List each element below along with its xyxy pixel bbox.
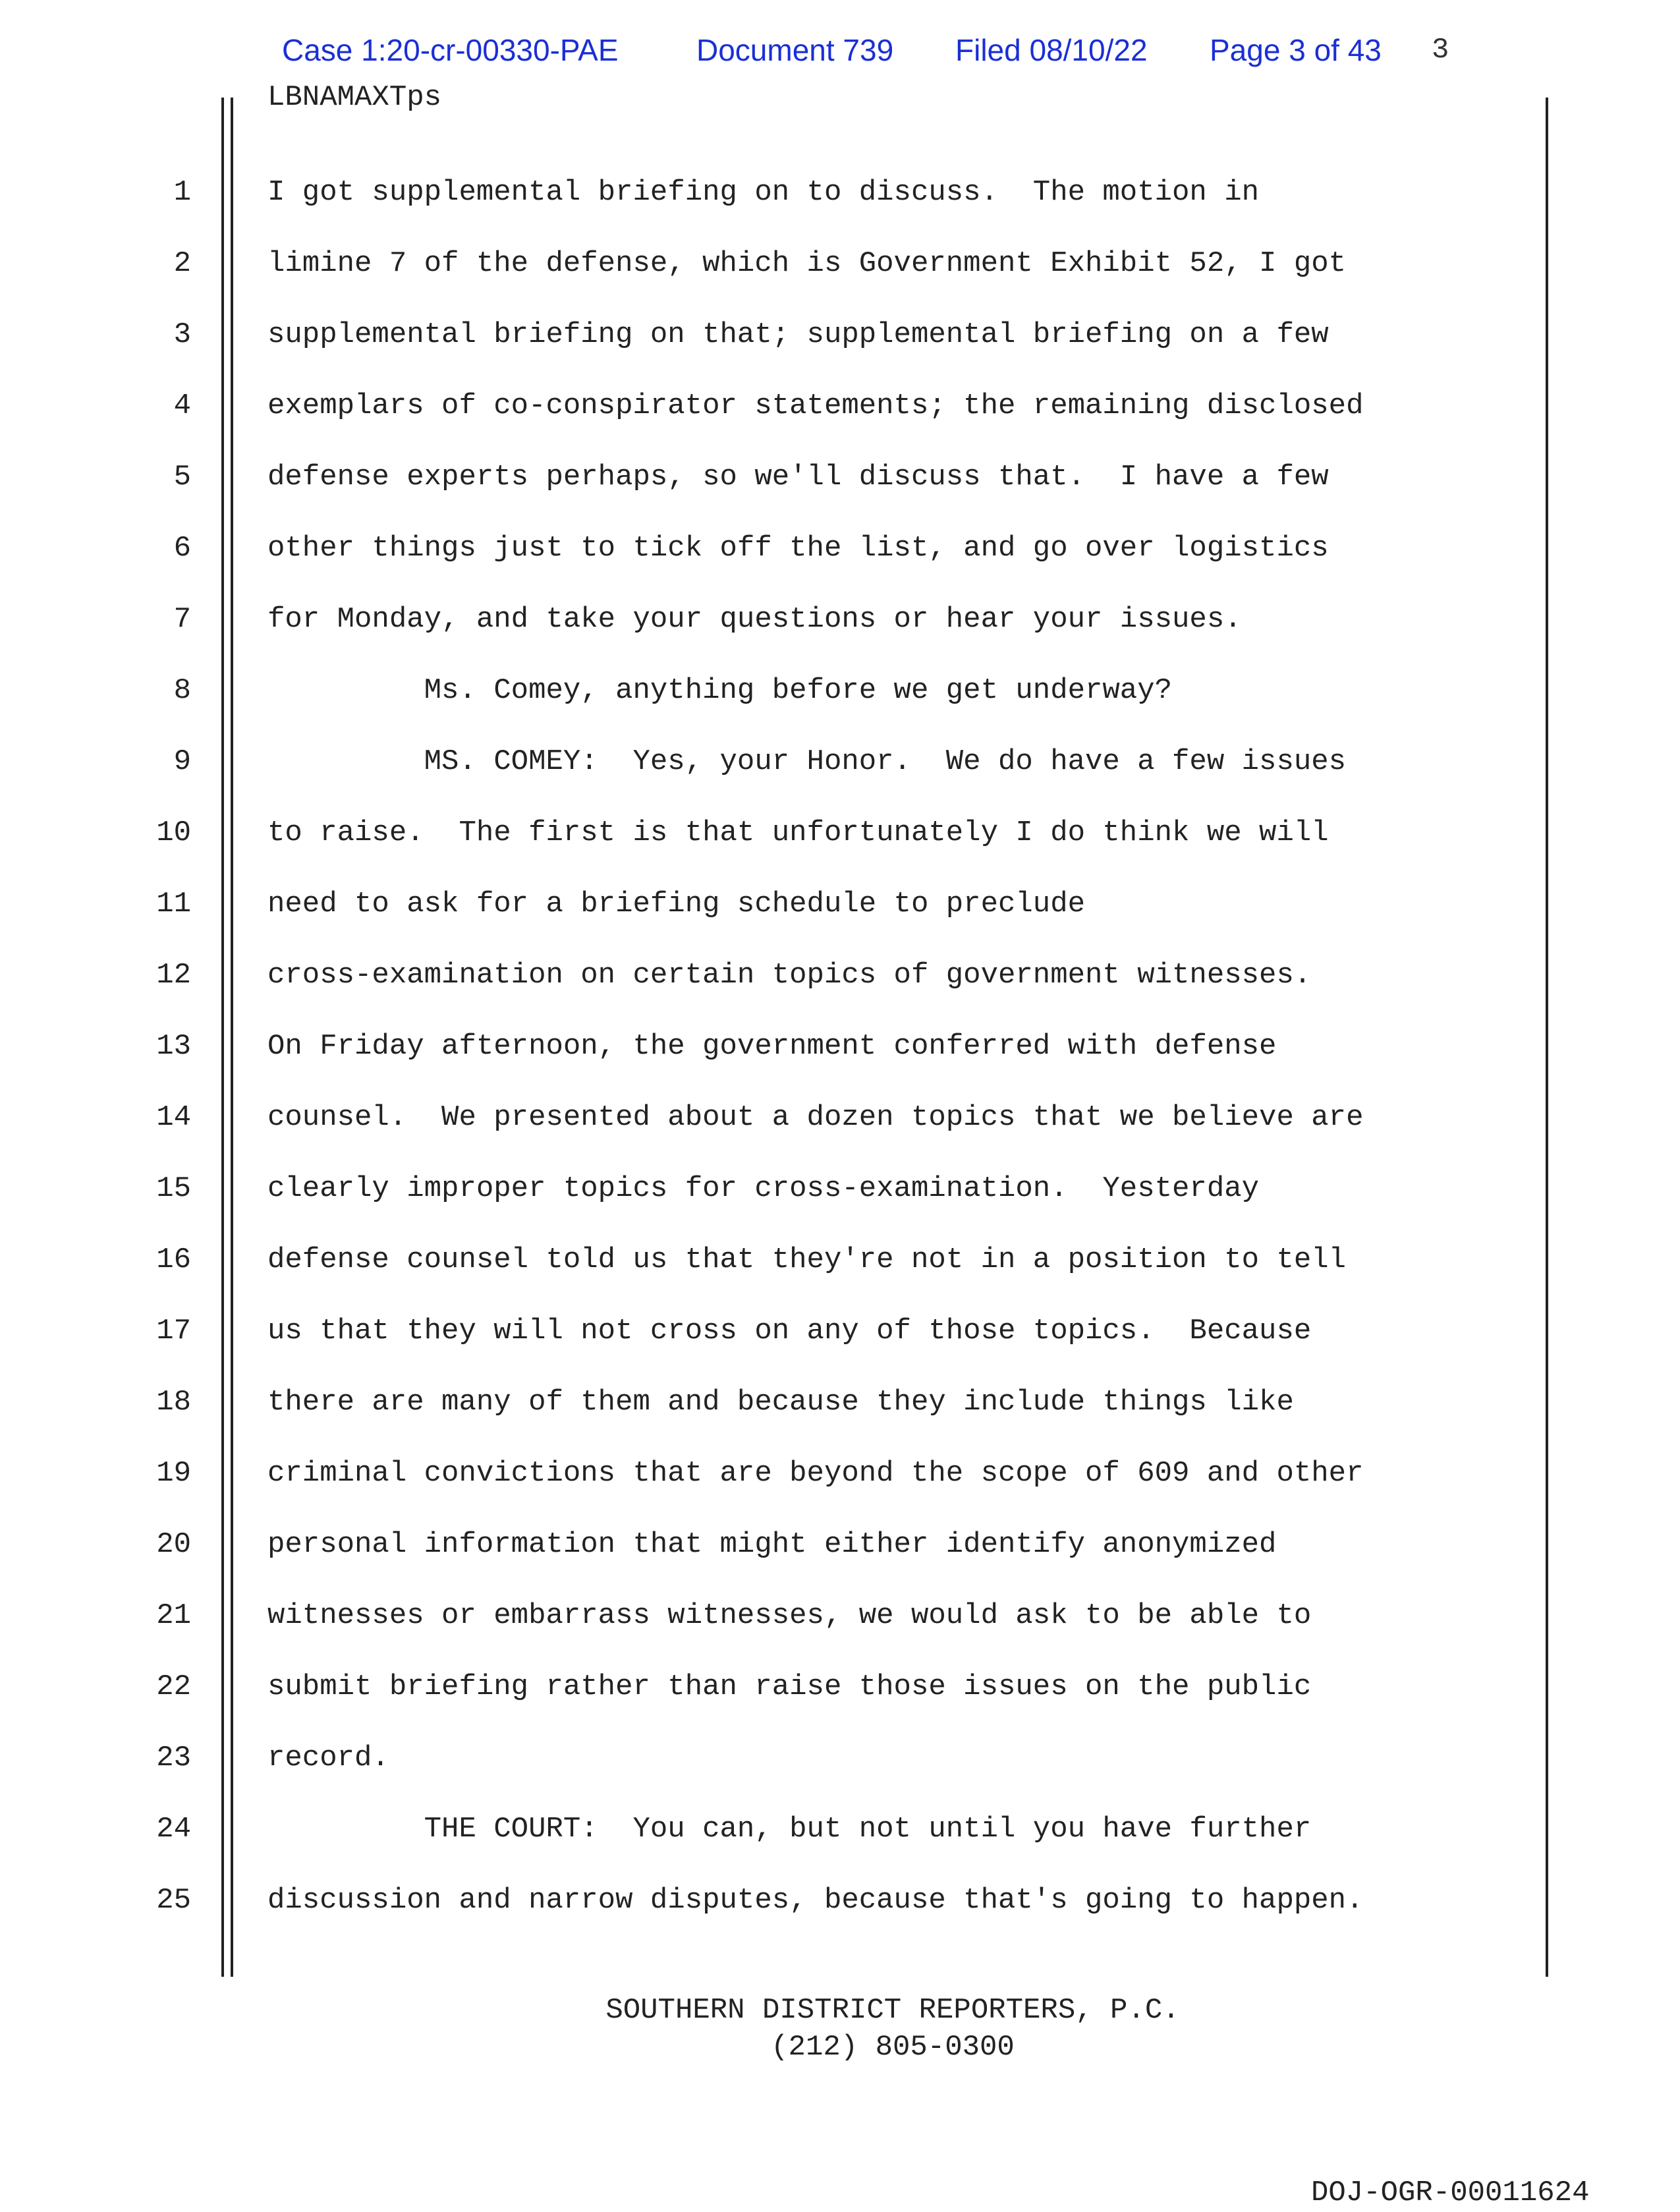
line-number: 4 <box>173 389 191 422</box>
line-number: 9 <box>173 745 191 778</box>
left-margin-rule-outer <box>221 98 224 1977</box>
line-number: 1 <box>173 176 191 209</box>
transcript-code: LBNAMAXTps <box>267 81 442 114</box>
filing-header <box>0 30 1680 70</box>
page-indicator: Page 3 of 43 <box>1210 33 1382 67</box>
line-number: 19 <box>156 1457 191 1490</box>
line-text: us that they will not cross on any of those topics. Because <box>267 1315 1312 1347</box>
line-number: 22 <box>156 1670 191 1703</box>
line-number: 16 <box>156 1243 191 1276</box>
line-text: discussion and narrow disputes, because that's going to happen. <box>267 1884 1364 1917</box>
line-text: criminal convictions that are beyond the scope of 609 and other <box>267 1457 1364 1490</box>
line-text: THE COURT: You can, but not until you have further <box>267 1813 1312 1846</box>
line-text: MS. COMEY: Yes, your Honor. We do have a few issues <box>267 745 1347 778</box>
document-number: Document 739 <box>696 33 894 67</box>
page-number: 3 <box>1432 34 1449 67</box>
line-text: witnesses or embarrass witnesses, we would ask to be able to <box>267 1599 1312 1632</box>
line-number: 15 <box>156 1172 191 1205</box>
line-number: 3 <box>173 318 191 351</box>
line-number: 10 <box>156 816 191 849</box>
line-text: supplemental briefing on that; supplemental briefing on a few <box>267 318 1329 351</box>
line-text: defense counsel told us that they're not in a position to tell <box>267 1243 1347 1276</box>
line-text: clearly improper topics for cross-examination. Yesterday <box>267 1172 1260 1205</box>
line-text: personal information that might either identify anonymized <box>267 1528 1277 1561</box>
line-text: there are many of them and because they include things like <box>267 1386 1294 1419</box>
bates-number: DOJ-OGR-00011624 <box>1311 2176 1590 2209</box>
line-text: exemplars of co-conspirator statements; the remaining disclosed <box>267 389 1364 422</box>
line-text: limine 7 of the defense, which is Government Exhibit 52, I got <box>267 247 1347 280</box>
line-text: submit briefing rather than raise those issues on the public <box>267 1670 1312 1703</box>
case-number: Case 1:20-cr-00330-PAE <box>282 33 619 67</box>
line-number: 8 <box>173 674 191 707</box>
line-number: 6 <box>173 532 191 565</box>
line-text: defense experts perhaps, so we'll discuss that. I have a few <box>267 461 1329 494</box>
reporter-name: SOUTHERN DISTRICT REPORTERS, P.C. <box>605 1994 1180 2027</box>
line-text: On Friday afternoon, the government conferred with defense <box>267 1030 1277 1063</box>
line-number: 2 <box>173 247 191 280</box>
line-number: 25 <box>156 1884 191 1917</box>
line-text: cross-examination on certain topics of government witnesses. <box>267 959 1312 992</box>
left-margin-rule-inner <box>231 98 233 1977</box>
line-number: 14 <box>156 1101 191 1134</box>
line-number: 11 <box>156 888 191 921</box>
line-number: 17 <box>156 1315 191 1347</box>
line-text: I got supplemental briefing on to discuss. The motion in <box>267 176 1260 209</box>
line-text: for Monday, and take your questions or hear your issues. <box>267 603 1242 636</box>
line-text: record. <box>267 1742 389 1774</box>
filed-date: Filed 08/10/22 <box>955 33 1148 67</box>
line-text: need to ask for a briefing schedule to preclude <box>267 888 1086 921</box>
line-number: 7 <box>173 603 191 636</box>
line-number: 23 <box>156 1742 191 1774</box>
line-text: counsel. We presented about a dozen topics that we believe are <box>267 1101 1364 1134</box>
line-number: 5 <box>173 461 191 494</box>
line-number: 20 <box>156 1528 191 1561</box>
line-number: 24 <box>156 1813 191 1846</box>
line-number: 12 <box>156 959 191 992</box>
line-text: Ms. Comey, anything before we get underway? <box>267 674 1173 707</box>
line-number: 21 <box>156 1599 191 1632</box>
line-text: other things just to tick off the list, and go over logistics <box>267 532 1329 565</box>
line-number: 13 <box>156 1030 191 1063</box>
line-number: 18 <box>156 1386 191 1419</box>
right-margin-rule <box>1546 98 1548 1977</box>
line-text: to raise. The first is that unfortunately I do think we will <box>267 816 1329 849</box>
reporter-phone: (212) 805-0300 <box>771 2031 1015 2064</box>
